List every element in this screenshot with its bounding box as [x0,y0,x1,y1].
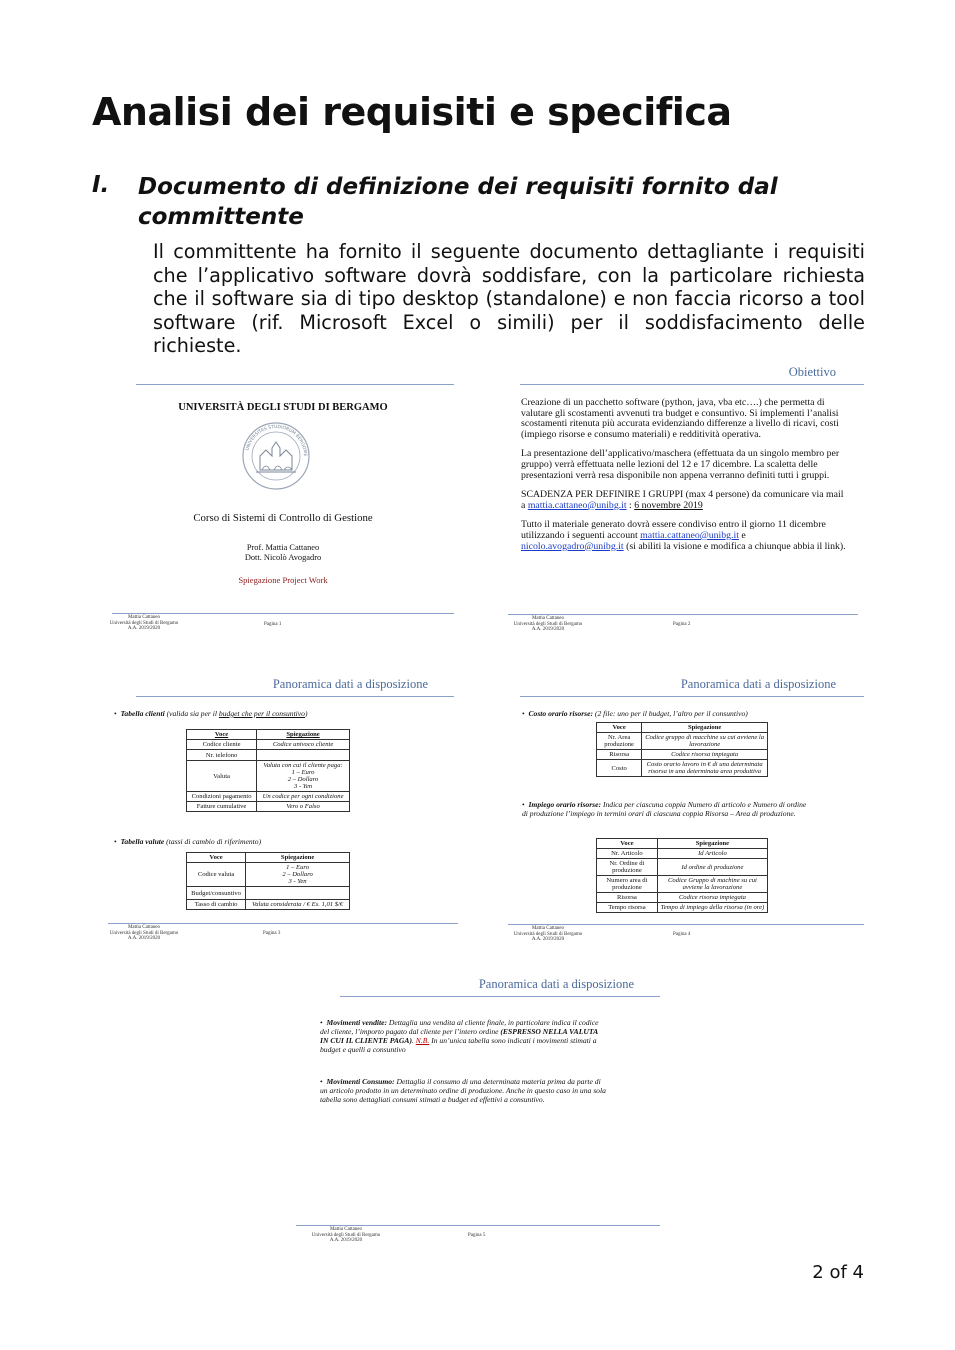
slide-footer: Mattia Cattaneo Università degli Studi di Bergamo A.A. 2019/2020 [311,1227,381,1243]
prof-name: Prof. Mattia Cattaneo [246,543,320,552]
slide-title: Obiettivo [788,365,836,379]
dott-name: Dott. Nicolò Avogadro [244,553,322,562]
slide-footer: Mattia Cattaneo Università degli Studi di Bergamo A.A. 2019/2020 [109,925,179,941]
svg-text:UNIVERSITAS STUDIORUM BERGOMEN [240,420,308,457]
deadline-paragraph: SCADENZA PER DEFINIRE I GRUPPI (max 4 persone) da comunicare via mail a mattia.cattaneo@unibg.it : 6 novembre 2019 [521,489,844,511]
clients-table: Voce Spiegazione Codice cliente Codice univoco cliente Nr. telefono Valuta Valuta con cui il cliente paga: 1 – Euro 2 – Dollaro 3 - Yen Condizioni pagamento Un codice per ogni condizione Fatture cumulative Vero o Falso [186,729,350,812]
slide-top-rule [520,696,864,697]
slide-top-rule [136,696,454,697]
slide-title: Panoramica dati a disposizione [680,677,836,691]
table-row: Nr. Ordine di produzione Id ordine di produzione [597,859,768,876]
table-row: Fatture cumulative Vero o Falso [187,802,350,812]
table-row: Risorsa Codice risorsa impiegata [597,750,768,760]
slide-bottom-rule [296,1225,660,1226]
email-link[interactable]: mattia.cattaneo@unibg.it [640,529,739,541]
slide-top-rule [136,384,454,385]
slide-footer: Mattia Cattaneo Università degli Studi di Bergamo A.A. 2019/2020 [109,615,179,631]
slide-page-number: Pagina 2 [673,622,691,627]
currencies-table: Voce Spiegazione Codice valuta 1 – Euro 2 – Dollaro 3 - Yen Budget/consuntivo Tasso di cambio Valuta considerata / € Es. 1,01 $/€ [186,852,350,910]
table-row: Risorsa Codice risorsa impiegata [597,893,768,903]
slide-bottom-rule [112,613,454,614]
bullet-resource-cost: • Costo orario risorse: (2 file: uno per il budget, l’altro per il consuntivo) [522,709,748,718]
slide-bottom-rule [508,924,864,925]
slide-bottom-rule [108,923,458,924]
table-row: Valuta Valuta con cui il cliente paga: 1 – Euro 2 – Dollaro 3 - Yen [187,761,350,792]
slide-page-number: Pagina 5 [468,1233,486,1238]
table-row: Numero area di produzione Codice Gruppo di machine su cui avviene la lavorazione [597,876,768,893]
slide-page-number: Pagina 4 [673,932,691,937]
slide-page-number: Pagina 3 [263,931,281,936]
table-row: Nr. Articolo Id Articolo [597,849,768,859]
slide-title: Panoramica dati a disposizione [478,977,634,991]
email-link[interactable]: nicolo.avogadro@unibg.it [521,540,624,552]
slide-3 [108,674,460,944]
table-row: Codice valuta 1 – Euro 2 – Dollaro 3 - Yen [187,863,350,887]
slide-1 [108,368,458,633]
resource-usage-table: Voce Spiegazione Nr. Articolo Id Articolo Nr. Ordine di produzione Id ordine di produzione Numero area di produzione Codice Gruppo di machine su cui avviene la lavorazione Risorsa Codice risorsa impiegata Tempo risorsa Tempo di impiego della risorsa (in ore) [596,838,768,913]
course-name: Corso di Sistemi di Controllo di Gestione [193,512,373,524]
table-row: Codice cliente Codice univoco cliente [187,740,350,750]
table-row: Nr. telefono [187,750,350,761]
slide-2 [508,362,864,634]
resource-cost-table: Voce Spiegazione Nr. Area produzione Codice gruppo di macchine su cui avviene la lavorazione Risorsa Codice risorsa impiegata Costo Costo orario lavoro in € di una determinata risorsa in una determinata area produttiva [596,722,768,777]
slide-4 [508,674,864,944]
section-title: Documento di definizione dei requisiti fornito dal committente [138,174,778,230]
slide-footer: Mattia Cattaneo Università degli Studi di Bergamo A.A. 2019/2020 [513,616,583,632]
intro-paragraph: Il committente ha fornito il seguente documento dettagliante i requisiti che l’applicativo software dovrà soddisfare, con la particolare richiesta che il software sia di tipo desktop (standalone) e non faccia ricorso a tool software (rif. Microsoft Excel o simili) per il soddisfacimento delle richieste. [153,240,865,357]
bullet-sales-movements: • Movimenti vendite: Dettaglia una vendita al cliente finale, in particolare indica il codice del cliente, l’importo pagato dal cliente per l’intero ordine (ESPRESSO NELLA VALUTA IN CUI IL CLIENTE PAGA). N.B. In un’unica tabella sono indicati i movimenti stimati a budget e quelli a consuntivo [320,1018,599,1054]
slide-top-rule [520,384,864,385]
slide-subtitle: Spiegazione Project Work [238,575,328,585]
table-row: Costo Costo orario lavoro in € di una determinata risorsa in una determinata area produttiva [597,760,768,777]
table-row: Tasso di cambio Valuta considerata / € Es. 1,01 $/€ [187,900,350,910]
slide-title: Panoramica dati a disposizione [272,677,428,691]
university-seal-icon [240,420,312,492]
table-row: Condizioni pagamento Un codice per ogni condizione [187,792,350,802]
slide-5 [296,974,662,1246]
slide-body [521,398,849,552]
university-name: UNIVERSITÀ DEGLI STUDI DI BERGAMO [178,402,388,413]
email-link[interactable]: mattia.cattaneo@unibg.it [527,499,627,511]
table-row: Tempo risorsa Tempo di impiego della risorsa (in ore) [597,903,768,913]
section-number: I. [92,172,110,198]
table-row: Budget/consuntivo [187,887,350,900]
bullet-consumption-movements: • Movimenti Consumo: Dettaglia il consumo di una determinata materia prima da parte di un articolo prodotto in un determinato ordine di produzione. Anche in questo caso in una sola tabella sono dettagliati consumi stimati a budget ed effettivi a consuntivo. [320,1077,606,1104]
objective-paragraph: Creazione di un pacchetto software (python, java, vba etc….) che permetta di valutare gli scostamenti avvenuti tra budget e consuntivo. Si implementi l’analisi scostamenti ritenuta più accurata evidenziando differenze a livello di ricavi, costi (impiego risorse e consumo materiali) e redditività operativa. [521,397,839,440]
sharing-paragraph: Tutto il materiale generato dovrà essere condiviso entro il giorno 11 dicembre utilizzando i seguenti account mattia.cattaneo@unibg.it e nicolo.avogadro@unibg.it (si abiliti la visione e modifica a chiunque abbia il link). [521,519,846,552]
slide-top-rule [340,996,660,997]
bullet-resource-usage: • Impiego orario risorse: Indica per ciascuna coppia Numero di articolo e Numero di ordine di produzione l’impiego in termini orari di ciascuna coppia Risorsa – Area di produzione. [522,800,807,818]
page-title: Analisi dei requisiti e specifica [92,90,732,134]
table-row: Nr. Area produzione Codice gruppo di macchine su cui avviene la lavorazione [597,733,768,750]
page-count: 2 of 4 [812,1262,864,1283]
slide-page-number: Pagina 1 [264,622,282,627]
slide-bottom-rule [508,614,858,615]
bullet-currencies: • Tabella valute (tassi di cambio di riferimento) [114,837,262,846]
slide-footer: Mattia Cattaneo Università degli Studi di Bergamo A.A. 2019/2020 [513,926,583,942]
bullet-clients: • Tabella clienti (valida sia per il budget che per il consuntivo) [114,709,308,718]
seal-text: UNIVERSITAS STUDIORUM BERGOME [245,424,308,457]
presentation-paragraph: La presentazione dell’applicativo/maschera (effettuata da un singolo membro per gruppo) verrà effettuata nelle lezioni del 12 e 17 dicembre. La scaletta delle presentazioni verrà resa disponibile non appena verranno definiti tutti i gruppi. [521,448,840,481]
